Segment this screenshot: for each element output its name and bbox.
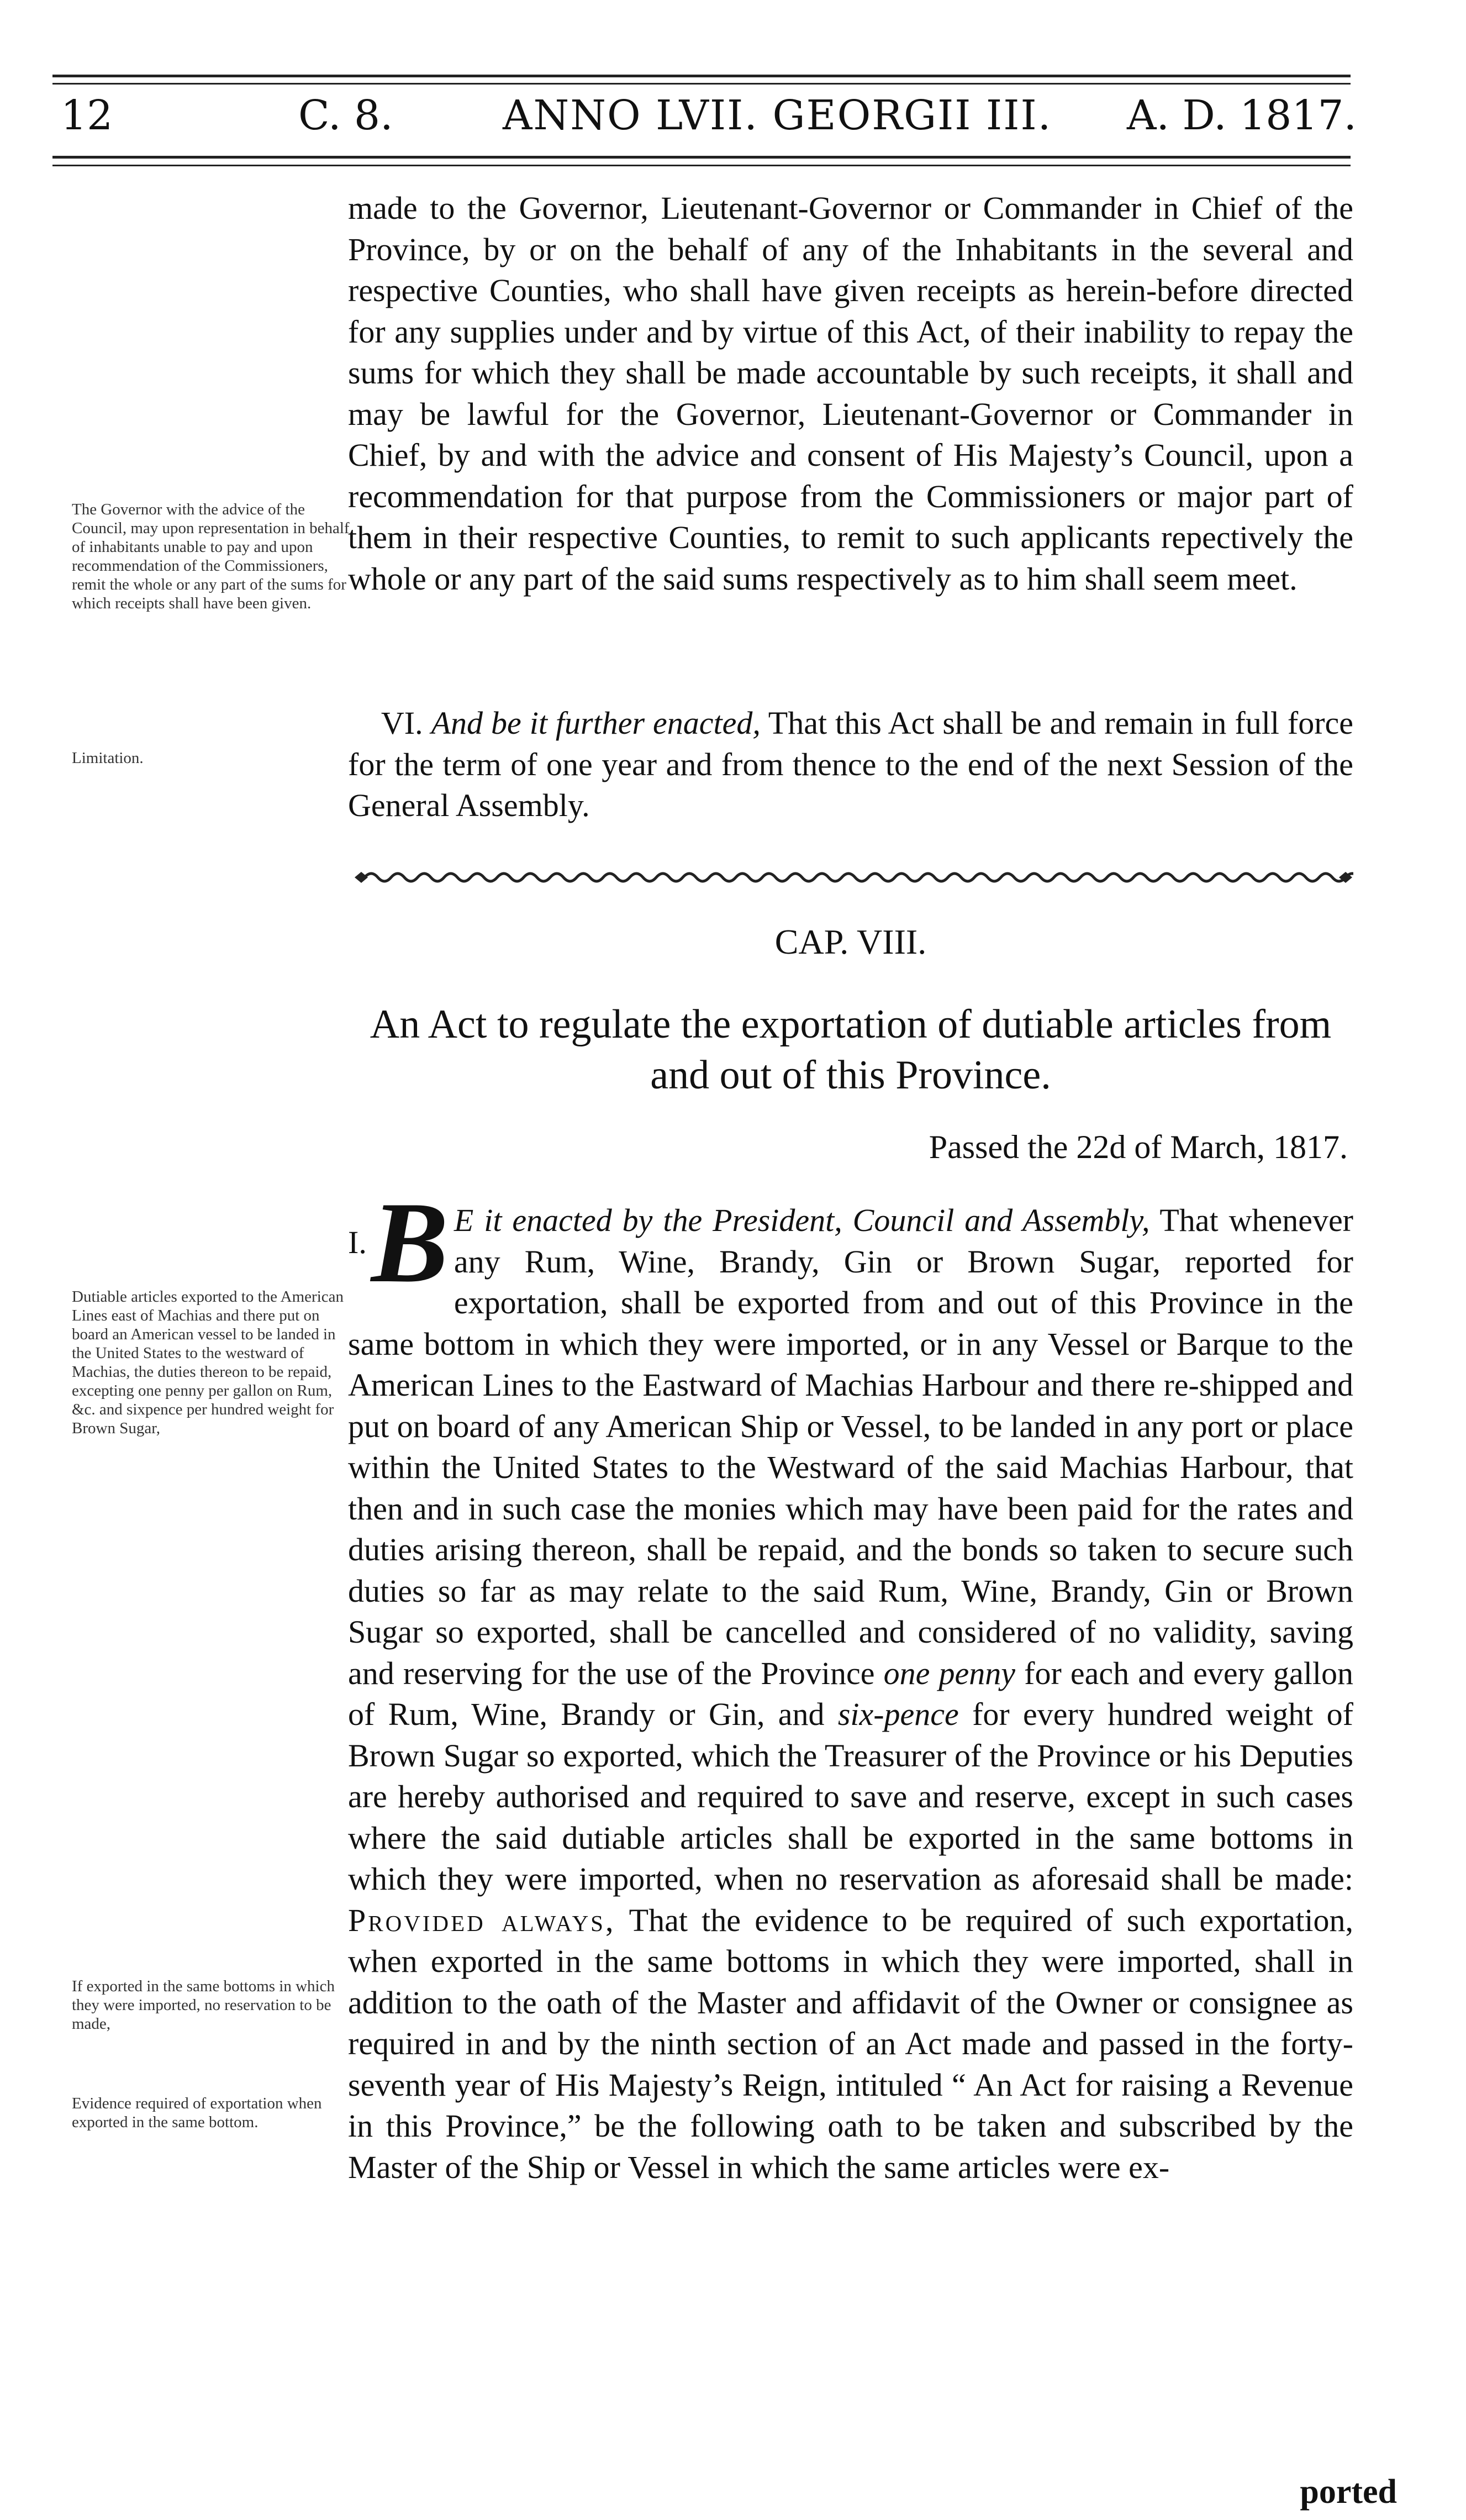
section-1-provided-always: Provided always, [348,1902,616,1938]
margin-note-limitation: Limitation. [72,749,144,767]
section-1-text-b: for each and every gallon of Rum, Wine, Brandy or Gin, and [348,1655,1354,1732]
chapter-heading: CAP. VIII. [774,922,927,961]
ornament-wave [365,874,1353,881]
continued-paragraph: made to the Governor, Lieutenant-Governor or Commander in Chief of the Province, by or on the behalf of any of the Inhabitants in the several and respective Counties, who shall have given receipts as herein-before directed for any supplies under and by virtue of this Act, of their inability to repay the sums for which they shall be made accountable by such receipts, it shall and may be lawful for the Governor, Lieutenant-Governor or Commander in Chief, by and with the advice and consent of His Majesty’s Council, upon a recommendation for that purpose from the Commissioners or major part of them in their respective Counties, to remit to such applicants repectively the whole or any part of the said sums respectively as to him shall seem meet. [348,190,1353,597]
section-6-text: That this Act shall be and remain in full force for the term of one year and from thence to the end of the next Session of the General Assembly. [348,705,1354,823]
section-1-text-c: for every hundred weight of Brown Sugar so exported, which the Treasurer of the Province or his Deputies are hereby authorised and required to save and reserve, except in such cases where the said dutiable articles shall be exported in the same bottoms in which they were imported, when no reservation as aforesaid shall be made: [348,1696,1353,1897]
margin-note-dutiable-articles: Dutiable articles exported to the American Lines east of Machias and there put on board an American vessel to be landed in the United States to the westward of Machias, the duties thereon to be repaid, excepting one penny per gallon on Rum, &c. and sixpence per hundred weight for Brown Sugar, [72,1288,344,1437]
catchword: ported [1300,2473,1397,2511]
header-rule-top [52,75,1351,77]
section-6-enacting-phrase: And be it further enacted, [431,705,761,741]
margin-note-evidence-required: Evidence required of exportation when exported in the same bottom. [72,2095,322,2131]
margin-note-same-bottoms: If exported in the same bottoms in which they were imported, no reservation to be made, [72,1977,335,2033]
section-6-numeral: VI. [381,705,423,741]
regnal-year: ANNO LVII. GEORGII III. [503,92,1052,139]
section-1-numeral: I. [348,1224,367,1260]
calendar-year: A. D. 1817. [1127,92,1357,139]
ornamental-divider [354,866,1353,888]
chapter-reference: C. 8. [298,92,393,139]
act-title: An Act to regulate the exportation of dutiable articles from and out of this Province. [370,1002,1332,1098]
section-1-enacting-phrase: E it enacted by the President, Council and Assembly, [453,1202,1150,1238]
header-rule-top-inner [52,83,1351,85]
header-rule-bottom-inner [52,165,1351,166]
section-1-text-d: That the evidence to be required of such exportation, when exported in the same bottoms in which they were imported, shall in addition to the oath of the Master and affidavit of the Owner or consignee as required in and by the ninth section of an Act made and passed in the forty-seventh year of His Majesty’s Reign, intituled “ An Act for raising a Revenue in this Province,” be the following oath to be taken and subscribed by the Master of the Ship or Vessel in which the same articles were ex- [348,1902,1353,2185]
section-1 [348,1179,1354,2188]
ornament-left-diamond [355,872,368,883]
margin-note-governor-remit: The Governor with the advice of the Council, may upon representation in behalf of inhabitants unable to pay and upon recommendation of the Commissioners, remit the whole or any part of the sums for which receipts shall have been given. [72,501,350,612]
section-1-text-a: That whenever any Rum, Wine, Brandy, Gin or Brown Sugar, reported for exportation, shall be exported from and out of this Province in the same bottom in which they were imported, or in any Vessel or Barque to the American Lines to the Eastward of Machias Harbour and there re-shipped and put on board of any American Ship or Vessel, to be landed in any port or place within the United States to the Westward of the said Machias Harbour, that then and in such case the monies which may have been paid for the rates and duties arising thereon, shall be repaid, and the bonds so taken to secure such duties so far as may relate to the said Rum, Wine, Brandy, Gin or Brown Sugar so exported, shall be cancelled and considered of no validity, saving and reserving for the use of the Province [348,1202,1353,1691]
drop-cap: B [371,1179,449,1307]
section-1-one-penny: one penny [883,1655,1016,1691]
passed-date: Passed the 22d of March, 1817. [929,1129,1348,1165]
header-rule-bottom [52,156,1351,159]
page-number: 12 [61,92,113,139]
section-6 [348,703,1353,827]
section-1-six-pence: six-pence [837,1696,959,1732]
